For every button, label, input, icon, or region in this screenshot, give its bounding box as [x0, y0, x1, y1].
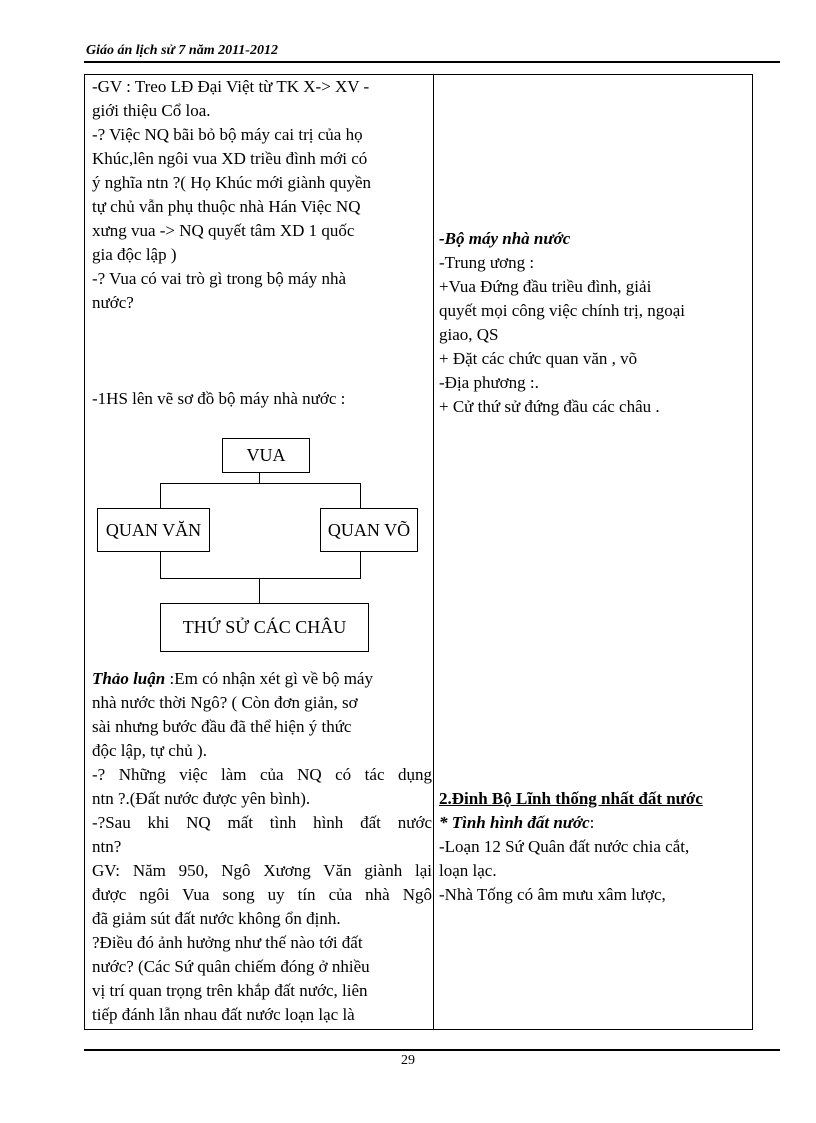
connector: [360, 552, 361, 578]
text-line: -Loạn 12 Sứ Quân đất nước chia cắt,: [439, 837, 690, 856]
text-line: -? Việc NQ bãi bỏ bộ máy cai trị của họ: [92, 125, 363, 144]
text-line: sài nhưng bước đầu đã thể hiện ý thức: [92, 717, 352, 736]
section-subtitle-line: [439, 811, 751, 835]
text-line: + Đặt các chức quan văn , võ: [439, 349, 638, 368]
section-title: -Bộ máy nhà nước: [439, 229, 571, 248]
text-line: -Trung ương :: [439, 253, 535, 272]
text-line: gia độc lập ): [92, 245, 177, 264]
right-column-section2: [439, 787, 751, 907]
discussion-line: [92, 667, 432, 691]
text-line: -? Vua có vai trò gì trong bộ máy nhà: [92, 269, 347, 288]
text-line: -GV : Treo LĐ Đại Việt từ TK X-> XV -: [92, 77, 370, 96]
text-line: Khúc,lên ngôi vua XD triều đình mới có: [92, 149, 368, 168]
text-line: -Địa phương :.: [439, 373, 539, 392]
text-line: ntn ?.(Đất nước được yên bình).: [92, 789, 311, 808]
left-column-bottom: [92, 667, 432, 1027]
connector: [160, 483, 360, 484]
text-line: -?Sau khi NQ mất tình hình đất nước: [92, 813, 432, 832]
text-line: đã giảm sút đất nước không ổn định.: [92, 909, 341, 928]
text-line: quyết mọi công việc chính trị, ngoại: [439, 301, 685, 320]
text-line: tự chủ vẫn phụ thuộc nhà Hán Việc NQ: [92, 197, 361, 216]
text-line: -Nhà Tống có âm mưu xâm lược,: [439, 885, 666, 904]
text-line: giao, QS: [439, 325, 499, 344]
connector: [160, 578, 361, 579]
discussion-label: Thảo luận: [92, 669, 166, 688]
connector: [360, 483, 361, 508]
section-title: 2.Đinh Bộ Lĩnh thống nhất đất nước: [439, 789, 703, 808]
text-line: nhà nước thời Ngô? ( Còn đơn giản, sơ: [92, 693, 358, 712]
connector: [160, 483, 161, 508]
diagram-box-king: VUA: [222, 438, 310, 473]
text-line: +Vua Đứng đầu triều đình, giải: [439, 277, 652, 296]
text-line: -1HS lên vẽ sơ đồ bộ máy nhà nước :: [92, 389, 346, 408]
section-subtitle: * Tình hình đất nước: [439, 813, 590, 832]
text-line: vị trí quan trọng trên khắp đất nước, liên: [92, 981, 368, 1000]
left-column-top: [92, 75, 432, 411]
text-line: ý nghĩa ntn ?( Họ Khúc mới giành quyền: [92, 173, 372, 192]
text-line: GV: Năm 950, Ngô Xương Văn giành lại: [92, 861, 432, 880]
section-subtitle-suffix: :: [589, 813, 595, 832]
text-line: độc lập, tự chủ ).: [92, 741, 207, 760]
text-line: [92, 363, 432, 387]
text-line: nước?: [92, 293, 134, 312]
text-line: ?Điều đó ảnh hưởng như thế nào tới đất: [92, 933, 363, 952]
text-line: nước? (Các Sứ quân chiếm đóng ở nhiều: [92, 957, 370, 976]
connector: [160, 552, 161, 578]
text-line: [92, 339, 432, 363]
text-line: + Cử thứ sử đứng đầu các châu .: [439, 397, 660, 416]
diagram-box-military-officials: QUAN VÕ: [320, 508, 418, 552]
text-line: -? Những việc làm của NQ có tác dụng: [92, 765, 432, 784]
footer-rule: [84, 1049, 780, 1051]
page-number: 29: [401, 1053, 415, 1068]
text-line: tiếp đánh lẫn nhau đất nước loạn lạc là: [92, 1005, 355, 1024]
text-line: được ngôi Vua song uy tín của nhà Ngô: [92, 885, 432, 904]
page-header: Giáo án lịch sử 7 năm 2011-2012: [86, 43, 278, 58]
text-line: [92, 315, 432, 339]
right-column-section1: [439, 227, 751, 419]
connector: [259, 578, 260, 603]
header-rule: [84, 61, 780, 63]
diagram-box-civil-officials: QUAN VĂN: [97, 508, 210, 552]
column-divider: [433, 74, 434, 1030]
text-line: giới thiệu Cổ loa.: [92, 101, 211, 120]
connector: [259, 473, 260, 483]
text-line: ntn?: [92, 837, 122, 856]
diagram-box-provincial-governors: THỨ SỬ CÁC CHÂU: [160, 603, 369, 652]
text-line: loạn lạc.: [439, 861, 497, 880]
text-line: xưng vua -> NQ quyết tâm XD 1 quốc: [92, 221, 355, 240]
discussion-text: :Em có nhận xét gì về bộ máy: [165, 669, 373, 688]
